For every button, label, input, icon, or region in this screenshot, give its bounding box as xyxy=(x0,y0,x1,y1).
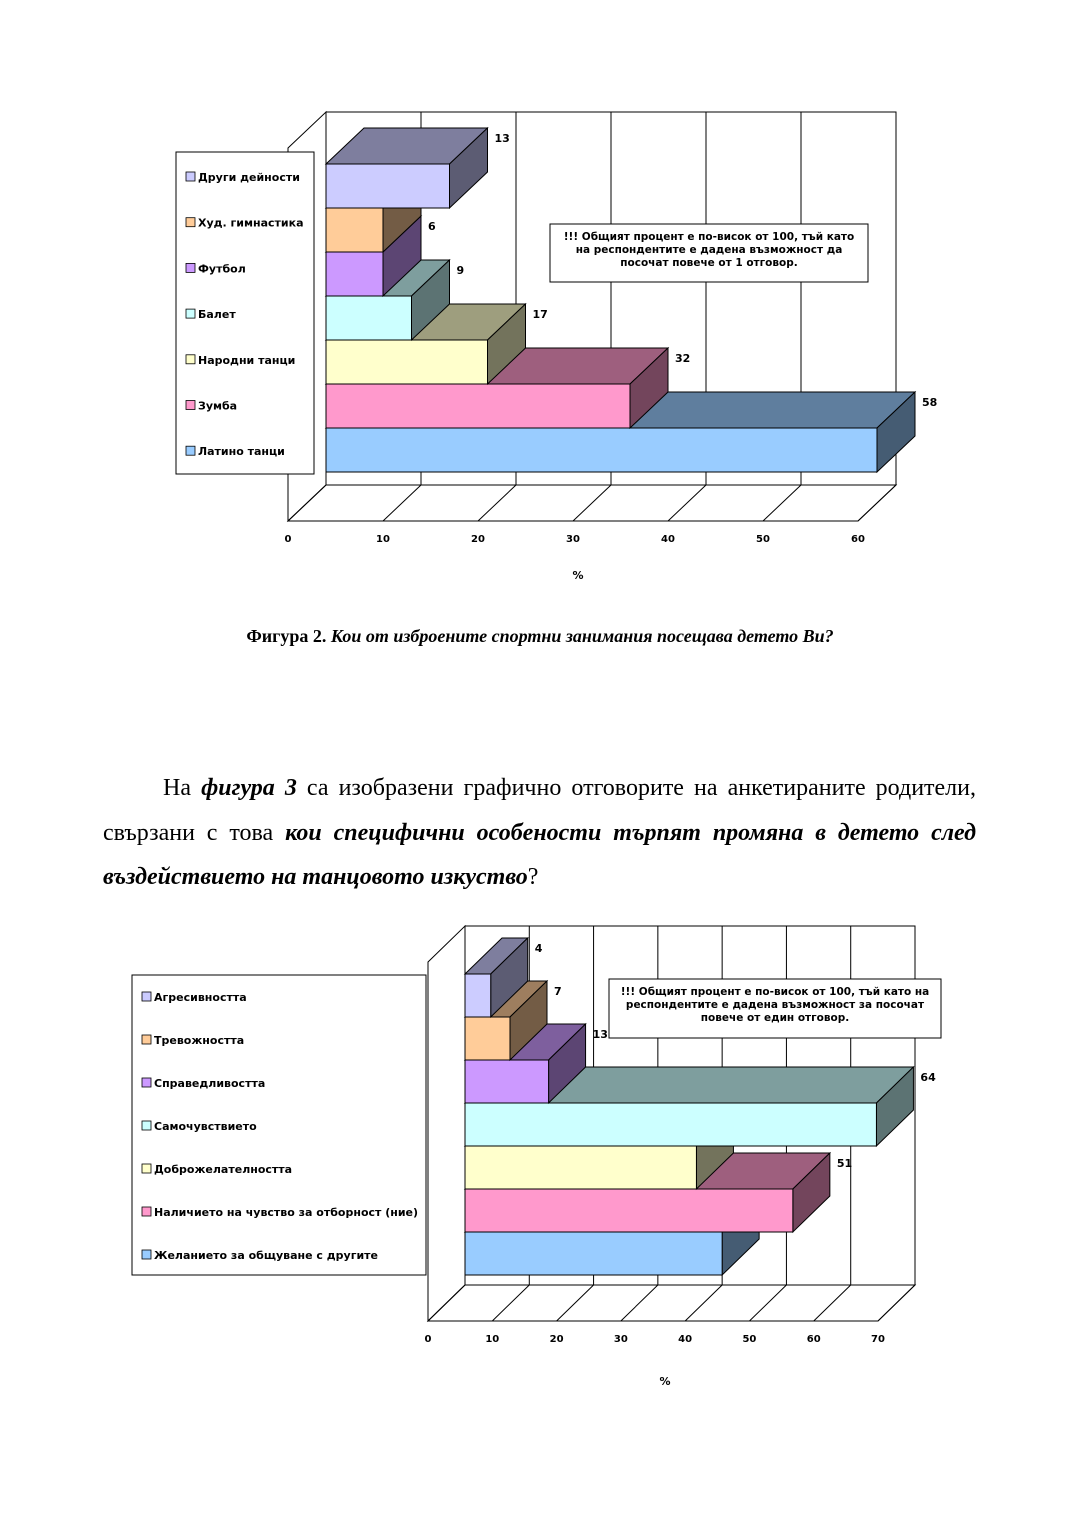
x-tick-label: 50 xyxy=(756,534,770,545)
x-tick-label: 40 xyxy=(661,534,675,545)
legend-label: Худ. гимнастика xyxy=(198,216,304,230)
bar xyxy=(465,1232,722,1275)
annotation-line: !!! Общият процент е по-висок от 100, тъй като xyxy=(563,231,855,243)
legend xyxy=(132,975,426,1275)
legend-label: Справедливостта xyxy=(154,1077,266,1090)
x-tick-label: 60 xyxy=(806,1334,821,1345)
paragraph-end: ? xyxy=(527,864,539,890)
legend-label: Футбол xyxy=(198,262,246,276)
x-tick-label: 20 xyxy=(471,534,485,545)
x-tick-label: 30 xyxy=(566,534,580,545)
legend-label: Агресивността xyxy=(154,991,247,1004)
x-tick-label: 10 xyxy=(485,1334,500,1345)
x-tick-label: 30 xyxy=(613,1334,628,1345)
bar-value-label: 13 xyxy=(494,132,510,145)
x-tick-label: 10 xyxy=(376,534,390,545)
floor xyxy=(428,1285,915,1321)
x-tick-label: 70 xyxy=(871,1334,885,1345)
caption-question: Кои от изброените спортни занимания посещава детето Ви? xyxy=(330,626,834,646)
legend-label: Желанието за общуване с другите xyxy=(154,1249,378,1262)
paragraph-part-1: На xyxy=(163,775,202,801)
bar xyxy=(465,1060,549,1103)
x-tick-label: 50 xyxy=(742,1334,757,1345)
legend-label: Други дейности xyxy=(198,171,300,184)
annotation xyxy=(609,979,941,1038)
side-wall xyxy=(428,926,465,1321)
bar-value-label: 7 xyxy=(554,985,562,998)
bar-value-label: 51 xyxy=(836,1157,853,1170)
legend-label: Тревожността xyxy=(154,1034,245,1047)
bar-value-label: 6 xyxy=(428,220,436,233)
legend-label: Латино танци xyxy=(198,445,285,459)
bar xyxy=(465,1189,793,1232)
bar xyxy=(465,1017,510,1060)
x-axis-title: % xyxy=(659,1375,671,1388)
bar-value-label: 32 xyxy=(675,352,691,365)
bar-value-label: 13 xyxy=(592,1028,608,1041)
bar xyxy=(465,1146,696,1189)
legend-swatch xyxy=(142,1121,151,1130)
annotation-line: !!! Общият процент е по-висок от 100, тъй като на xyxy=(620,986,930,998)
bar-value-label: 9 xyxy=(456,264,465,277)
caption-label: Фигура 2 xyxy=(246,626,322,646)
annotation-line: на респондентите е дадена възможност да xyxy=(575,244,843,256)
annotation-line: посочат повече от 1 отговор. xyxy=(620,257,798,269)
bar-value-label: 4 xyxy=(534,942,543,955)
legend-label: Народни танци xyxy=(198,353,296,367)
legend-swatch xyxy=(142,1250,151,1259)
legend-label: Наличието на чувство за отборност (ние) xyxy=(154,1206,419,1219)
x-axis-title: % xyxy=(572,569,584,582)
bar-value-label: 17 xyxy=(532,308,548,321)
legend-label: Доброжелателността xyxy=(154,1163,293,1176)
bar-value-label: 64 xyxy=(920,1071,936,1084)
legend-label: Зумба xyxy=(198,399,238,413)
caption-separator: . xyxy=(321,626,331,646)
x-tick-label: 0 xyxy=(284,534,292,545)
legend-swatch xyxy=(142,1035,151,1044)
legend-swatch xyxy=(142,1078,151,1087)
paragraph-part-2: са изобразени графично отговорите на анкетираните родители, свързани с това xyxy=(103,775,977,846)
legend-swatch xyxy=(142,1207,151,1216)
legend-label: Самочувствието xyxy=(154,1120,257,1133)
x-tick-label: 0 xyxy=(424,1334,432,1345)
bar-value-label: 58 xyxy=(922,396,938,409)
bar xyxy=(465,1103,876,1146)
paragraph-figure-ref: фигура 3 xyxy=(201,775,297,801)
bar xyxy=(465,974,491,1017)
paragraph-emphasis: кои специфични особености търпят промяна в детето след въздействието на танцовото изкуство xyxy=(103,819,977,890)
legend-swatch xyxy=(142,992,151,1001)
x-tick-label: 40 xyxy=(678,1334,693,1345)
annotation-line: респондентите е дадена възможност за посочат xyxy=(625,999,925,1011)
x-tick-label: 60 xyxy=(851,534,865,545)
legend-swatch xyxy=(142,1164,151,1173)
x-tick-label: 20 xyxy=(549,1334,564,1345)
legend-label: Балет xyxy=(198,308,236,322)
annotation-line: повече от един отговор. xyxy=(700,1012,850,1024)
